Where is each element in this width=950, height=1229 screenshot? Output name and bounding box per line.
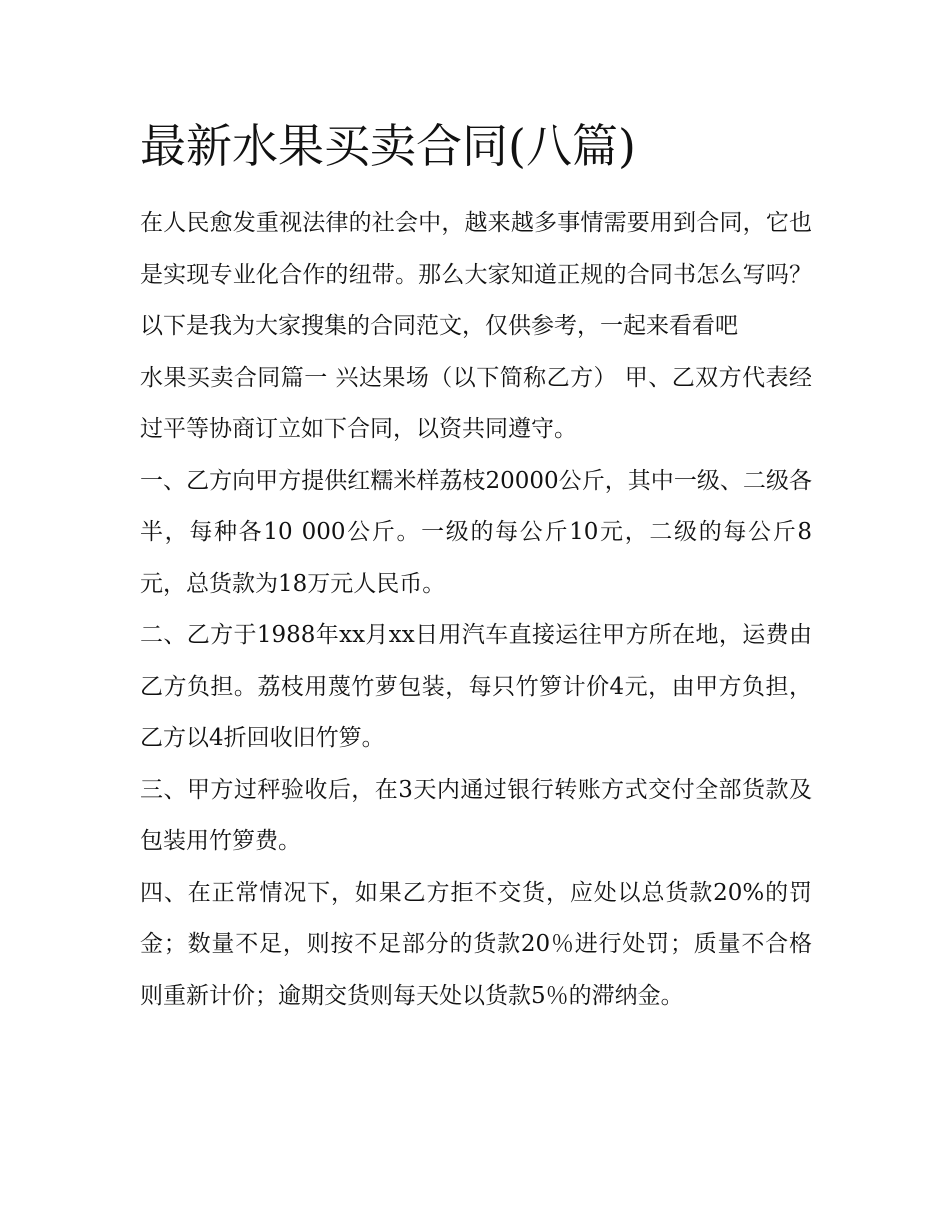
clause-4-paragraph: 四、在正常情况下，如果乙方拒不交货，应处以总货款20%的罚金；数量不足，则按不足部分的货款20％进行处罚；质量不合格则重新计价；逾期交货则每天处以货款5％的滞纳金。 [140, 879, 812, 1009]
document-body [140, 112, 812, 1022]
clause-1-paragraph: 一、乙方向甲方提供红糯米样荔枝20000公斤，其中一级、二级各半，每种各10 000公斤。一级的每公斤10元，二级的每公斤8元，总货款为18万元人民币。 [140, 467, 812, 597]
intro-paragraph: 在人民愈发重视法律的社会中，越来越多事情需要用到合同，它也是实现专业化合作的纽带。那么大家知道正规的合同书怎么写吗？以下是我为大家搜集的合同范文，仅供参考，一起来看看吧 [140, 210, 812, 339]
clause-3-paragraph: 三、甲方过秤验收后，在3天内通过银行转账方式交付全部货款及包装用竹箩费。 [140, 776, 812, 854]
clause-2-paragraph: 二、乙方于1988年xx月xx日用汽车直接运往甲方所在地，运费由乙方负担。荔枝用蔑竹萝包装，每只竹箩计价4元，由甲方负担，乙方以4折回收旧竹箩。 [140, 622, 812, 751]
contract-header-paragraph: 水果买卖合同篇一 兴达果场（以下简称乙方） 甲、乙双方代表经过平等协商订立如下合同，以资共同遵守。 [140, 364, 812, 442]
document-title: 最新水果买卖合同(八篇) [140, 119, 636, 173]
